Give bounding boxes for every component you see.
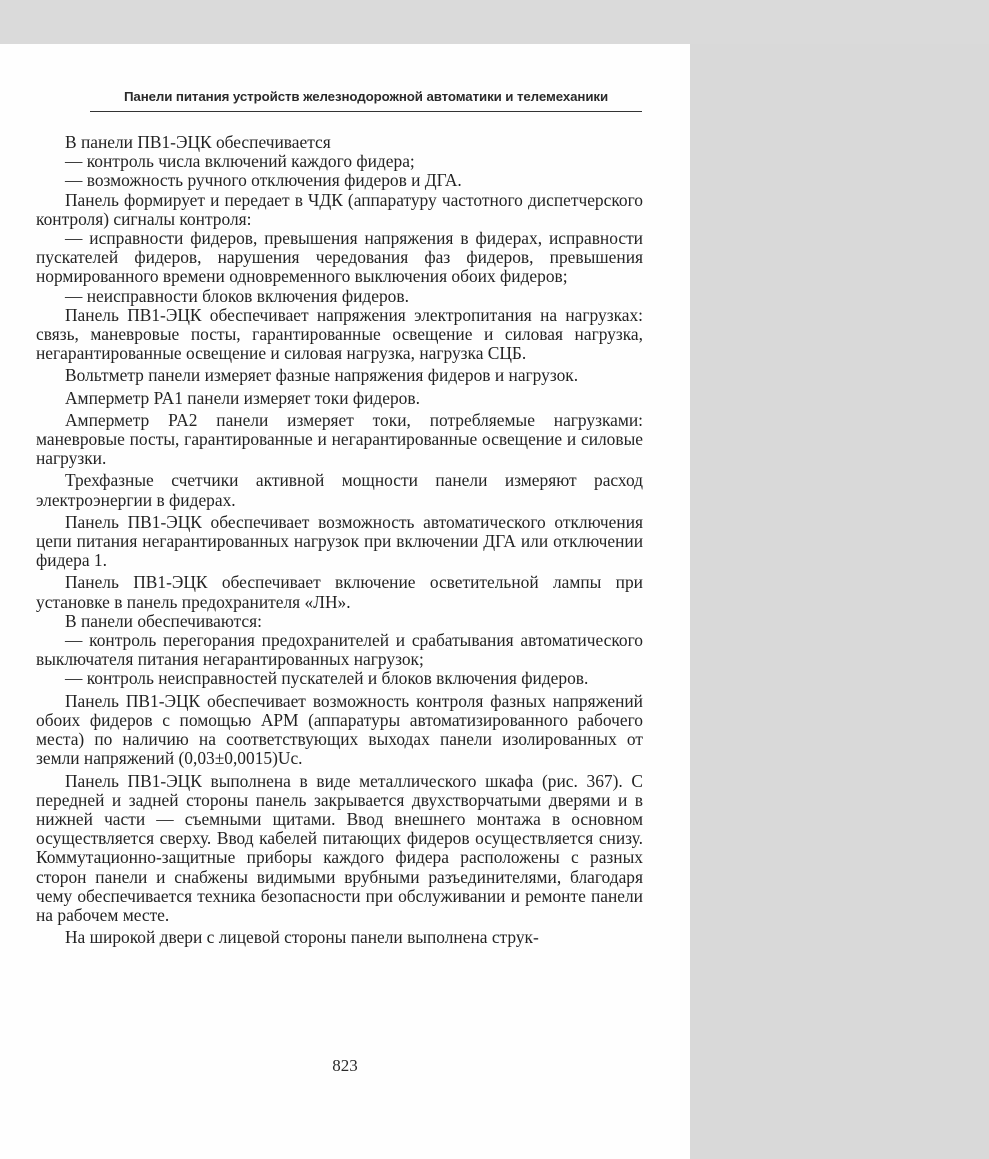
paragraph: Вольтметр панели измеряет фазные напряжения фидеров и нагрузок. [65, 365, 579, 386]
paragraph: Панель ПВ1-ЭЦК обеспечивает возможность контроля фазных напряжений обоих фидеров с помощью АРМ (аппаратуры автоматизированного рабочего места) по наличию на соответствующих выходах панели изолированных от земли напряжений (0,03±0,0015)Uc. [36, 690, 643, 769]
header-rule [90, 111, 642, 112]
paragraph: — возможность ручного отключения фидеров и ДГА. [65, 170, 462, 191]
paragraph: Панель ПВ1-ЭЦК обеспечивает возможность автоматического отключения цепи питания негарантированных нагрузок при включении ДГА или отключении фидера 1. [36, 511, 643, 571]
paragraph: Панель ПВ1-ЭЦК обеспечивает включение осветительной лампы при установке в панель предохранителя «ЛН». [36, 572, 643, 612]
paragraph: — исправности фидеров, превышения напряжения в фидерах, исправности пускателей фидеров, нарушения чередования фаз фидеров, превышения нормированного времени одновременного выключения обоих фидеров; [36, 228, 643, 287]
paragraph: — неисправности блоков включения фидеров. [65, 285, 409, 306]
paragraph: — контроль перегорания предохранителей и срабатывания автоматического выключателя питания негарантированных нагрузок; [36, 630, 643, 670]
paragraph: На широкой двери с лицевой стороны панели выполнена струк- [65, 927, 539, 948]
body-text [36, 133, 643, 947]
paragraph: Панель формирует и передает в ЧДК (аппаратуру частотного диспетчерского контроля) сигналы контроля: [36, 189, 643, 229]
paragraph: В панели ПВ1-ЭЦК обеспечивается [65, 132, 331, 152]
paragraph: — контроль неисправностей пускателей и блоков включения фидеров. [65, 668, 589, 689]
page-number: 823 [332, 1056, 358, 1075]
running-header: Панели питания устройств железнодорожной автоматики и телемеханики [123, 89, 609, 104]
paragraph: Амперметр PA1 панели измеряет токи фидеров. [65, 387, 420, 408]
paragraph: Панель ПВ1-ЭЦК выполнена в виде металлического шкафа (рис. 367). С передней и задней стороны панель закрывается двухстворчатыми дверями и в нижней части — съемными щитами. Ввод внешнего монтажа в основном осуществляется сверху. Ввод кабелей питающих фидеров осуществляется снизу. Коммутационно-защитные приборы каждого фидера расположены с разных сторон панели и снабжены видимыми врубными разъединителями, благодаря чему обеспечивается техника безопасности при обслуживании и ремонте панели на рабочем месте. [36, 770, 643, 925]
paragraph: Амперметр PA2 панели измеряет токи, потребляемые нагрузками: маневровые посты, гарантированные и негарантированные освещение и силовые нагрузки. [36, 409, 643, 469]
paragraph: Панель ПВ1-ЭЦК обеспечивает напряжения электропитания на нагрузках: связь, маневровые посты, гарантированные освещение и силовая нагрузка, негарантированные освещение и силовая нагрузка, нагрузка СЦБ. [36, 304, 643, 364]
paragraph: Трехфазные счетчики активной мощности панели измеряют расход электроэнергии в фидерах. [36, 470, 643, 510]
paragraph: — контроль числа включений каждого фидера; [65, 151, 415, 172]
paragraph: В панели обеспечиваются: [65, 610, 262, 631]
scan-top-margin [0, 0, 989, 44]
